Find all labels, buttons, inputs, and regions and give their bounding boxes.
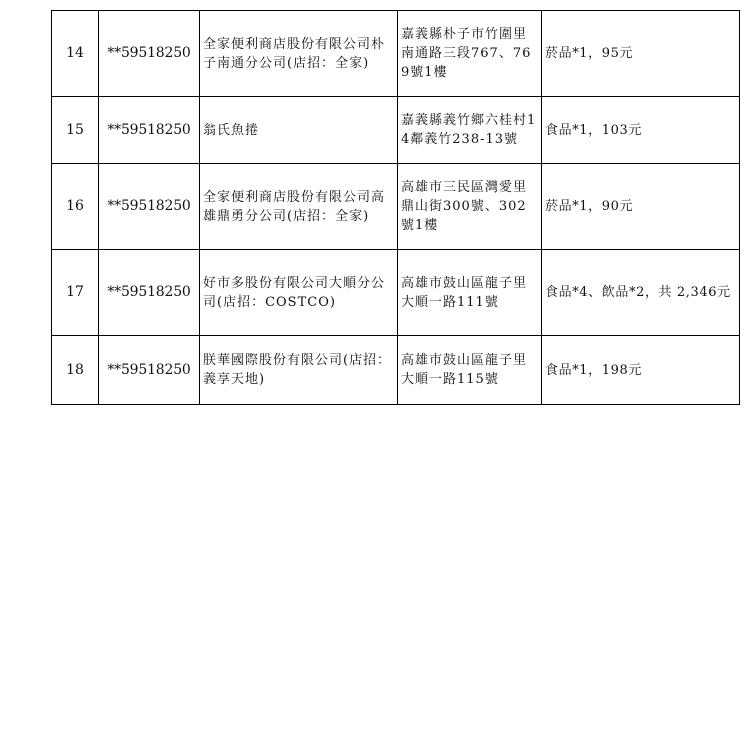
purchase-items: 菸品*1，95元 (542, 11, 740, 97)
table-row (52, 164, 740, 250)
masked-id: **59518250 (99, 250, 200, 336)
masked-id: **59518250 (99, 336, 200, 405)
row-number: 14 (52, 11, 99, 97)
store-name: 全家便利商店股份有限公司高雄鼎勇分公司(店招：全家) (200, 164, 398, 250)
store-address: 嘉義縣義竹鄉六桂村14鄰義竹238-13號 (398, 97, 542, 164)
masked-id: **59518250 (99, 164, 200, 250)
masked-id: **59518250 (99, 97, 200, 164)
row-number: 17 (52, 250, 99, 336)
table-row (52, 11, 740, 97)
row-number: 18 (52, 336, 99, 405)
store-address: 高雄市鼓山區龍子里大順一路115號 (398, 336, 542, 405)
masked-id: **59518250 (99, 11, 200, 97)
table-row (52, 336, 740, 405)
store-address: 嘉義縣朴子市竹圍里南通路三段767、769號1樓 (398, 11, 542, 97)
store-name: 全家便利商店股份有限公司朴子南通分公司(店招：全家) (200, 11, 398, 97)
row-number: 16 (52, 164, 99, 250)
row-number: 15 (52, 97, 99, 164)
store-name: 好市多股份有限公司大順分公司(店招：COSTCO) (200, 250, 398, 336)
table-row (52, 250, 740, 336)
store-address: 高雄市三民區灣愛里鼎山街300號、302號1樓 (398, 164, 542, 250)
purchase-items: 菸品*1，90元 (542, 164, 740, 250)
store-name: 朕華國際股份有限公司(店招：義享天地) (200, 336, 398, 405)
purchase-items: 食品*1，103元 (542, 97, 740, 164)
store-name: 翁氏魚捲 (200, 97, 398, 164)
store-address: 高雄市鼓山區龍子里大順一路111號 (398, 250, 542, 336)
records-table (51, 10, 740, 405)
records-sheet (51, 10, 740, 405)
purchase-items: 食品*1，198元 (542, 336, 740, 405)
purchase-items: 食品*4、飲品*2，共 2,346元 (542, 250, 740, 336)
table-row (52, 97, 740, 164)
